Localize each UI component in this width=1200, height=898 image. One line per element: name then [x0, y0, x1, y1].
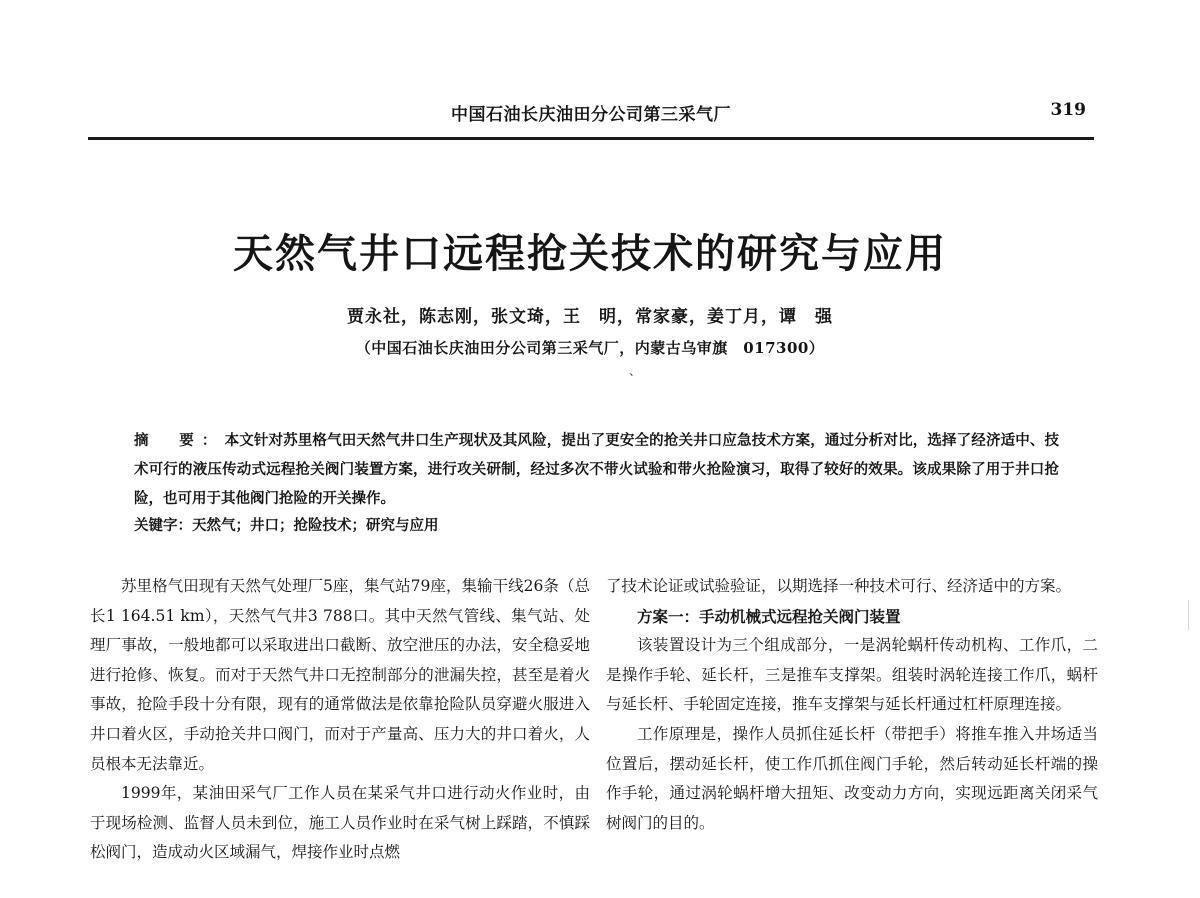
keywords — [134, 514, 1059, 535]
running-header-title: 中国石油长庆油田分公司第三采气厂 — [451, 105, 731, 125]
header-rule — [88, 137, 1094, 140]
running-header — [90, 96, 1092, 136]
body-paragraph: 该装置设计为三个组成部分，一是涡轮蜗杆传动机构、工作爪，二是操作手轮、延长杆，三是推车支撑架。组装时涡轮连接工作爪，蜗杆与延长杆、手轮固定连接，推车支撑架与延长杆通过杠杆原理连接。 — [606, 636, 1098, 714]
keywords-text: 天然气；井口；抢险技术；研究与应用 — [192, 517, 439, 534]
body-paragraph-continuation: 了技术论证或试验验证，以期选择一种技术可行、经济适中的方案。 — [606, 577, 1072, 595]
abstract-label: 摘 要： — [134, 432, 225, 449]
abstract — [134, 426, 1059, 513]
abstract-text: 本文针对苏里格气田天然气井口生产现状及其风险，提出了更安全的抢关井口应急技术方案，通过分析对比，选择了经济适中、技术可行的液压传动式远程抢关阀门装置方案，进行攻关研制，经过多次不带火试验和带火抢险演习，取得了较好的效果。该成果除了用于井口抢险，也可用于其他阀门抢险的开关操作。 — [134, 432, 1060, 507]
keywords-label: 关键字： — [134, 517, 192, 534]
scan-edge-mark — [1188, 600, 1189, 630]
scan-speck: 、 — [629, 364, 642, 378]
body-right-column — [606, 572, 1098, 838]
page-number: 319 — [1050, 100, 1086, 120]
body-paragraph: 工作原理是，操作人员抓住延长杆（带把手）将推车推入井场适当位置后，摆动延长杆，使工作爪抓住阀门手轮，然后转动延长杆端的操作手轮，通过涡轮蜗杆增大扭矩、改变动力方向，实现远距离关闭采气树阀门的目的。 — [606, 724, 1098, 832]
author-list: 贾永社，陈志刚，张文琦，王 明，常家豪，姜丁月，谭 强 — [347, 307, 833, 327]
body-paragraph: 苏里格气田现有天然气处理厂5座，集气站79座，集输干线26条（总长1 164.51 km），天然气气井3 788口。其中天然气管线、集气站、处理厂事故，一般地都可以采取进出口截断、放空泄压的办法，安全稳妥地进行抢修、恢复。而对于天然气井口无控制部分的泄漏失控，甚至是着火事故，抢险手段十分有限，现有的通常做法是依靠抢险队员穿避火服进入井口着火区，手动抢关井口阀门，而对于产量高、压力大的井口着火，人员根本无法靠近。 — [90, 577, 590, 773]
body-left-column — [90, 572, 590, 868]
paper-title: 天然气井口远程抢关技术的研究与应用 — [233, 230, 947, 277]
affiliation: （中国石油长庆油田分公司第三采气厂，内蒙古乌审旗 017300） — [355, 339, 825, 357]
body-paragraph: 1999年，某油田采气厂工作人员在某采气井口进行动火作业时，由于现场检测、监督人员未到位，施工人员作业时在采气树上踩踏，不慎踩松阀门，造成动火区域漏气，焊接作业时点燃 — [90, 784, 590, 862]
scheme-one-heading: 方案一：手动机械式远程抢关阀门装置 — [637, 606, 901, 626]
